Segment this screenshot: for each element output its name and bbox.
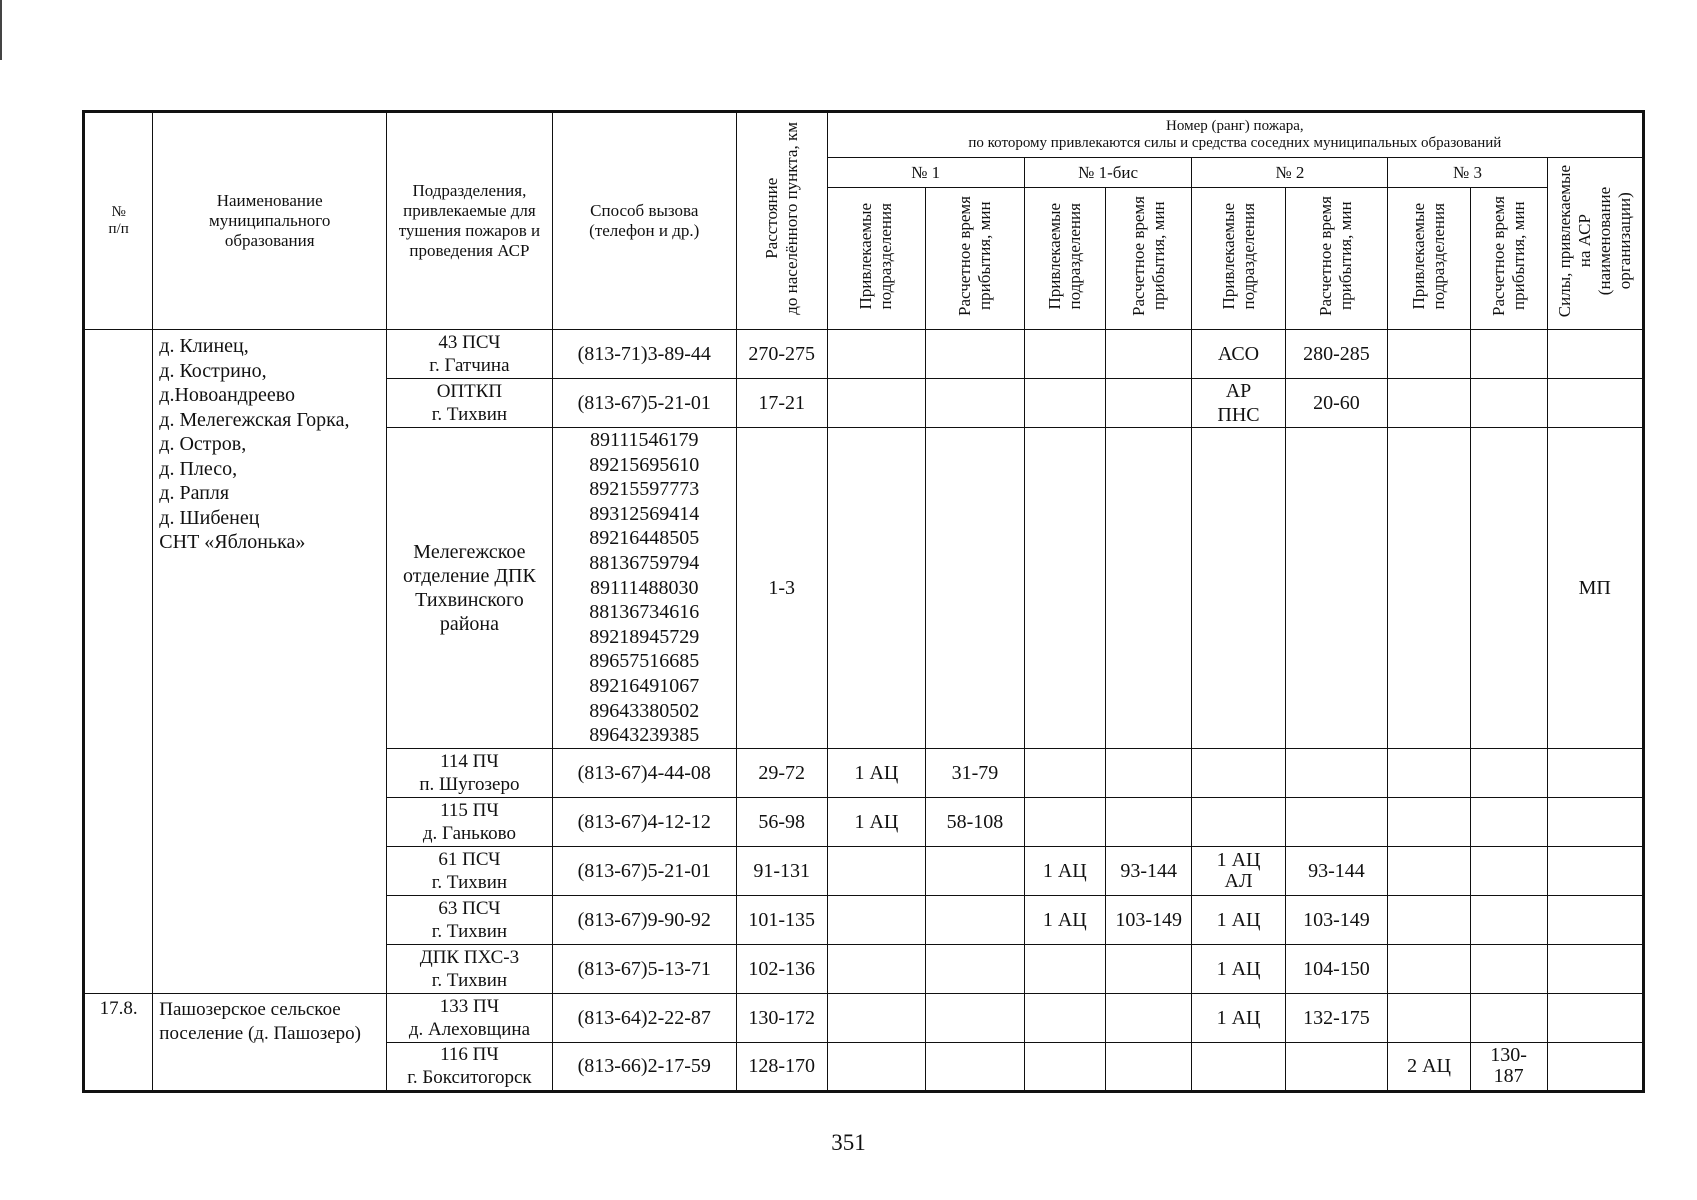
distance-cell: 17-21 [736, 379, 827, 428]
asr-cell [1547, 797, 1643, 846]
header-rank2: № 2 [1192, 158, 1388, 188]
call-cell: (813-67)5-21-01 [552, 379, 736, 428]
rank1bis-time-cell [1105, 330, 1192, 379]
distance-cell: 102-136 [736, 944, 827, 993]
rank1bis-units-cell [1024, 330, 1105, 379]
settlements-list: д. Клинец, д. Кострино, д.Новоандреево д. Мелегежская Горка, д. Остров, д. Плесо, д. Рапля д. Шибенец СНТ «Яблонька» [153, 330, 387, 994]
distance-cell: 56-98 [736, 797, 827, 846]
header-rank-title: Номер (ранг) пожара, по которому привлекаются силы и средства соседних муниципальных образований [827, 112, 1643, 158]
asr-cell [1547, 330, 1643, 379]
rank1-time-cell: 31-79 [926, 748, 1025, 797]
rank1-time-cell [926, 846, 1025, 895]
rank1bis-units-cell [1024, 428, 1105, 749]
call-cell: (813-67)5-13-71 [552, 944, 736, 993]
call-cell: (813-67)5-21-01 [552, 846, 736, 895]
asr-cell [1547, 846, 1643, 895]
header-rank3-time: Расчетное время прибытия, мин [1470, 188, 1547, 330]
rank3-time-cell [1470, 748, 1547, 797]
rank1bis-time-cell [1105, 944, 1192, 993]
rank1-time-cell [926, 895, 1025, 944]
rank1bis-units-cell [1024, 944, 1105, 993]
asr-cell [1547, 379, 1643, 428]
rank3-units-cell [1388, 846, 1470, 895]
rank1bis-time-cell [1105, 379, 1192, 428]
rank1bis-time-cell [1105, 797, 1192, 846]
rank1bis-time-cell [1105, 993, 1192, 1042]
rank1-time-cell [926, 379, 1025, 428]
header-rank1-time: Расчетное время прибытия, мин [926, 188, 1025, 330]
unit-cell: 116 ПЧ г. Бокситогорск [387, 1042, 553, 1091]
rank2-time-cell: 20-60 [1285, 379, 1388, 428]
rank3-units-cell [1388, 797, 1470, 846]
table-header [84, 112, 1644, 330]
rank3-units-cell [1388, 428, 1470, 749]
rank2-time-cell: 93-144 [1285, 846, 1388, 895]
unit-cell: 114 ПЧ п. Шугозеро [387, 748, 553, 797]
rank1-units-cell [827, 993, 926, 1042]
header-rank1bis-units: Привлекаемые подразделения [1024, 188, 1105, 330]
distance-cell: 29-72 [736, 748, 827, 797]
rank1bis-time-cell: 93-144 [1105, 846, 1192, 895]
unit-cell: 43 ПСЧ г. Гатчина [387, 330, 553, 379]
rank3-time-cell [1470, 944, 1547, 993]
rank1-units-cell [827, 330, 926, 379]
asr-cell: МП [1547, 428, 1643, 749]
call-cell: (813-67)4-12-12 [552, 797, 736, 846]
row-num-cell [84, 330, 153, 994]
rank2-time-cell [1285, 428, 1388, 749]
call-cell: (813-67)9-90-92 [552, 895, 736, 944]
rank2-time-cell: 280-285 [1285, 330, 1388, 379]
rank2-units-cell: 1 АЦ АЛ [1192, 846, 1285, 895]
rank2-time-cell [1285, 797, 1388, 846]
rank1-time-cell [926, 944, 1025, 993]
rank2-units-cell: АР ПНС [1192, 379, 1285, 428]
header-distance: Расстояние до населённого пункта, км [736, 112, 827, 330]
asr-cell [1547, 944, 1643, 993]
rank2-time-cell: 103-149 [1285, 895, 1388, 944]
asr-cell [1547, 1042, 1643, 1091]
municipality-name: Пашозерское сельское поселение (д. Пашозеро) [153, 993, 387, 1091]
unit-cell: 61 ПСЧ г. Тихвин [387, 846, 553, 895]
rank2-time-cell: 104-150 [1285, 944, 1388, 993]
rank2-time-cell [1285, 1042, 1388, 1091]
rank1-units-cell [827, 846, 926, 895]
rank1bis-units-cell [1024, 797, 1105, 846]
rank1-units-cell [827, 895, 926, 944]
rank3-units-cell [1388, 379, 1470, 428]
rank1bis-units-cell: 1 АЦ [1024, 895, 1105, 944]
header-num: № п/п [84, 112, 153, 330]
rank2-time-cell: 132-175 [1285, 993, 1388, 1042]
unit-cell: Мелегежское отделение ДПК Тихвинского района [387, 428, 553, 749]
header-asr-forces: Силы, привлекаемые на АСР (наименование организации) [1547, 158, 1643, 330]
row-num-cell: 17.8. [84, 993, 153, 1091]
rank3-units-cell [1388, 993, 1470, 1042]
rank3-units-cell [1388, 895, 1470, 944]
rank3-time-cell [1470, 379, 1547, 428]
rank1bis-time-cell [1105, 748, 1192, 797]
header-units: Подразделения, привлекаемые для тушения пожаров и проведения АСР [387, 112, 553, 330]
rank1-units-cell: 1 АЦ [827, 797, 926, 846]
rank2-units-cell: АСО [1192, 330, 1285, 379]
rank1bis-time-cell [1105, 428, 1192, 749]
unit-cell: 133 ПЧ д. Алеховщина [387, 993, 553, 1042]
page-number: 351 [831, 1130, 866, 1155]
header-rank1bis: № 1-бис [1024, 158, 1192, 188]
call-cell-phones: 89111546179 89215695610 89215597773 89312569414 89216448505 88136759794 89111488030 88136734616 89218945729 89657516685 89216491067 89643380502 89643239385 [552, 428, 736, 749]
rank2-units-cell [1192, 1042, 1285, 1091]
rank2-units-cell [1192, 428, 1285, 749]
rank2-units-cell [1192, 748, 1285, 797]
rank1-time-cell [926, 1042, 1025, 1091]
header-rank3-units: Привлекаемые подразделения [1388, 188, 1470, 330]
rank1-time-cell [926, 428, 1025, 749]
rank3-time-cell [1470, 428, 1547, 749]
unit-cell: ДПК ПХС-3 г. Тихвин [387, 944, 553, 993]
header-rank2-time: Расчетное время прибытия, мин [1285, 188, 1388, 330]
rank1-time-cell [926, 993, 1025, 1042]
rank1bis-units-cell: 1 АЦ [1024, 846, 1105, 895]
rank1bis-units-cell [1024, 379, 1105, 428]
section-b-rows [84, 993, 1644, 1091]
rank3-time-cell [1470, 895, 1547, 944]
scan-edge-mark [0, 0, 2, 60]
header-rank1: № 1 [827, 158, 1024, 188]
section-a-rows [84, 330, 1644, 994]
rank1-time-cell: 58-108 [926, 797, 1025, 846]
header-rank3: № 3 [1388, 158, 1547, 188]
distance-cell: 1-3 [736, 428, 827, 749]
rank2-units-cell: 1 АЦ [1192, 993, 1285, 1042]
distance-cell: 91-131 [736, 846, 827, 895]
rank3-time-cell [1470, 330, 1547, 379]
rank1-units-cell [827, 379, 926, 428]
rank1-units-cell [827, 1042, 926, 1091]
distance-cell: 130-172 [736, 993, 827, 1042]
rank1bis-units-cell [1024, 748, 1105, 797]
rank1-time-cell [926, 330, 1025, 379]
rank1bis-time-cell [1105, 1042, 1192, 1091]
rank2-units-cell: 1 АЦ [1192, 944, 1285, 993]
asr-cell [1547, 993, 1643, 1042]
rank2-units-cell [1192, 797, 1285, 846]
call-cell: (813-67)4-44-08 [552, 748, 736, 797]
call-cell: (813-64)2-22-87 [552, 993, 736, 1042]
asr-cell [1547, 895, 1643, 944]
unit-cell: 63 ПСЧ г. Тихвин [387, 895, 553, 944]
rank1-units-cell: 1 АЦ [827, 748, 926, 797]
call-cell: (813-66)2-17-59 [552, 1042, 736, 1091]
rank3-time-cell [1470, 797, 1547, 846]
rank1bis-time-cell: 103-149 [1105, 895, 1192, 944]
rank3-units-cell [1388, 944, 1470, 993]
distance-cell: 128-170 [736, 1042, 827, 1091]
rank1-units-cell [827, 944, 926, 993]
call-cell: (813-71)3-89-44 [552, 330, 736, 379]
rank1bis-units-cell [1024, 993, 1105, 1042]
unit-cell: 115 ПЧ д. Ганьково [387, 797, 553, 846]
distance-cell: 270-275 [736, 330, 827, 379]
header-rank1-units: Привлекаемые подразделения [827, 188, 926, 330]
rank3-time-cell [1470, 993, 1547, 1042]
table-row [84, 993, 1644, 1042]
asr-cell [1547, 748, 1643, 797]
rank2-time-cell [1285, 748, 1388, 797]
rank3-units-cell [1388, 748, 1470, 797]
rank3-units-cell [1388, 330, 1470, 379]
fire-response-table [82, 110, 1645, 1093]
header-muni: Наименование муниципального образования [153, 112, 387, 330]
rank1bis-units-cell [1024, 1042, 1105, 1091]
table-row [84, 330, 1644, 379]
rank3-time-cell: 130- 187 [1470, 1042, 1547, 1091]
distance-cell: 101-135 [736, 895, 827, 944]
rank3-units-cell: 2 АЦ [1388, 1042, 1470, 1091]
header-rank1bis-time: Расчетное время прибытия, мин [1105, 188, 1192, 330]
header-call: Способ вызова (телефон и др.) [552, 112, 736, 330]
rank2-units-cell: 1 АЦ [1192, 895, 1285, 944]
unit-cell: ОПТКП г. Тихвин [387, 379, 553, 428]
rank1-units-cell [827, 428, 926, 749]
header-rank2-units: Привлекаемые подразделения [1192, 188, 1285, 330]
rank3-time-cell [1470, 846, 1547, 895]
